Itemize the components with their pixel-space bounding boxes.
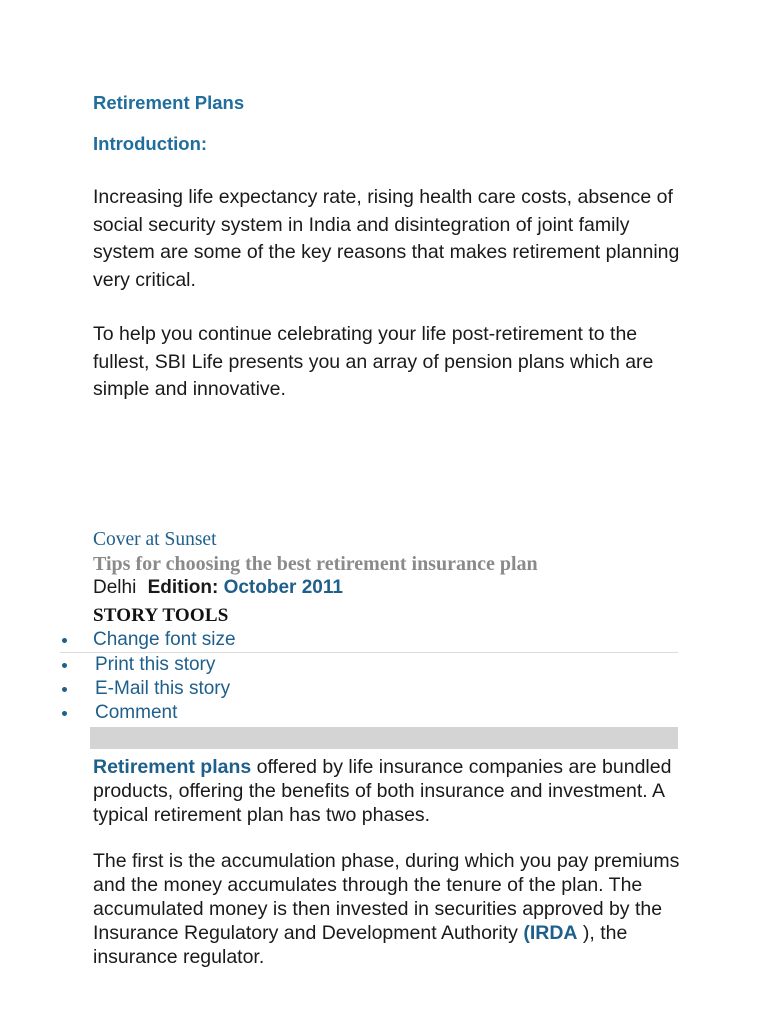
edition-value-link[interactable]: October 2011: [223, 577, 343, 598]
bullet-icon: [62, 687, 67, 692]
body-paragraph-2: [93, 849, 683, 969]
change-font-size-link[interactable]: [60, 628, 678, 653]
edition-label: Edition:: [147, 577, 219, 598]
body-paragraph-1: [93, 755, 683, 827]
tool-label: E-Mail this story: [95, 678, 231, 699]
print-story-link[interactable]: [60, 653, 678, 677]
comment-link[interactable]: [60, 701, 678, 725]
bullet-icon: [62, 638, 67, 643]
tool-label: Print this story: [95, 654, 216, 675]
body-paragraph-2-text: The first is the accumulation phase, during which you pay premiums and the money accumulates through the tenure of the plan. The accumulated money is then invested in securities approved by the Insurance Regulatory and Development Authority: [93, 850, 680, 944]
article-headline: Tips for choosing the best retirement insurance plan: [93, 553, 538, 575]
body-paragraph-1-text: offered by life insurance companies are bundled products, offering the benefits of both insurance and investment. A typical retirement plan has two phases.: [93, 756, 672, 826]
tool-label: Comment: [95, 702, 178, 723]
irda-link[interactable]: (IRDA: [523, 922, 578, 944]
section-divider-bar: [90, 727, 678, 749]
story-tools-list: [60, 628, 678, 725]
bullet-icon: [62, 711, 67, 716]
intro-paragraph-2: To help you continue celebrating your life post-retirement to the fullest, SBI Life presents you an array of pension plans which are simple and innovative.: [93, 323, 654, 400]
email-story-link[interactable]: [60, 677, 678, 701]
article-kicker-link[interactable]: Cover at Sunset: [93, 529, 217, 550]
page-title: Retirement Plans: [93, 92, 245, 113]
intro-heading: Introduction:: [93, 133, 208, 154]
retirement-plans-link[interactable]: Retirement plans: [93, 756, 252, 778]
edition-line: [93, 577, 343, 599]
tool-label: Change font size: [93, 629, 236, 650]
intro-paragraph-1: Increasing life expectancy rate, rising health care costs, absence of social security system in India and disintegration of joint family system are some of the key reasons that makes retirement planning very critical.: [93, 186, 680, 291]
bullet-icon: [62, 663, 67, 668]
body-paragraph-2-end: ), the insurance regulator.: [93, 922, 628, 968]
story-tools-heading: STORY TOOLS: [93, 605, 229, 626]
location-label: Delhi: [93, 577, 137, 598]
